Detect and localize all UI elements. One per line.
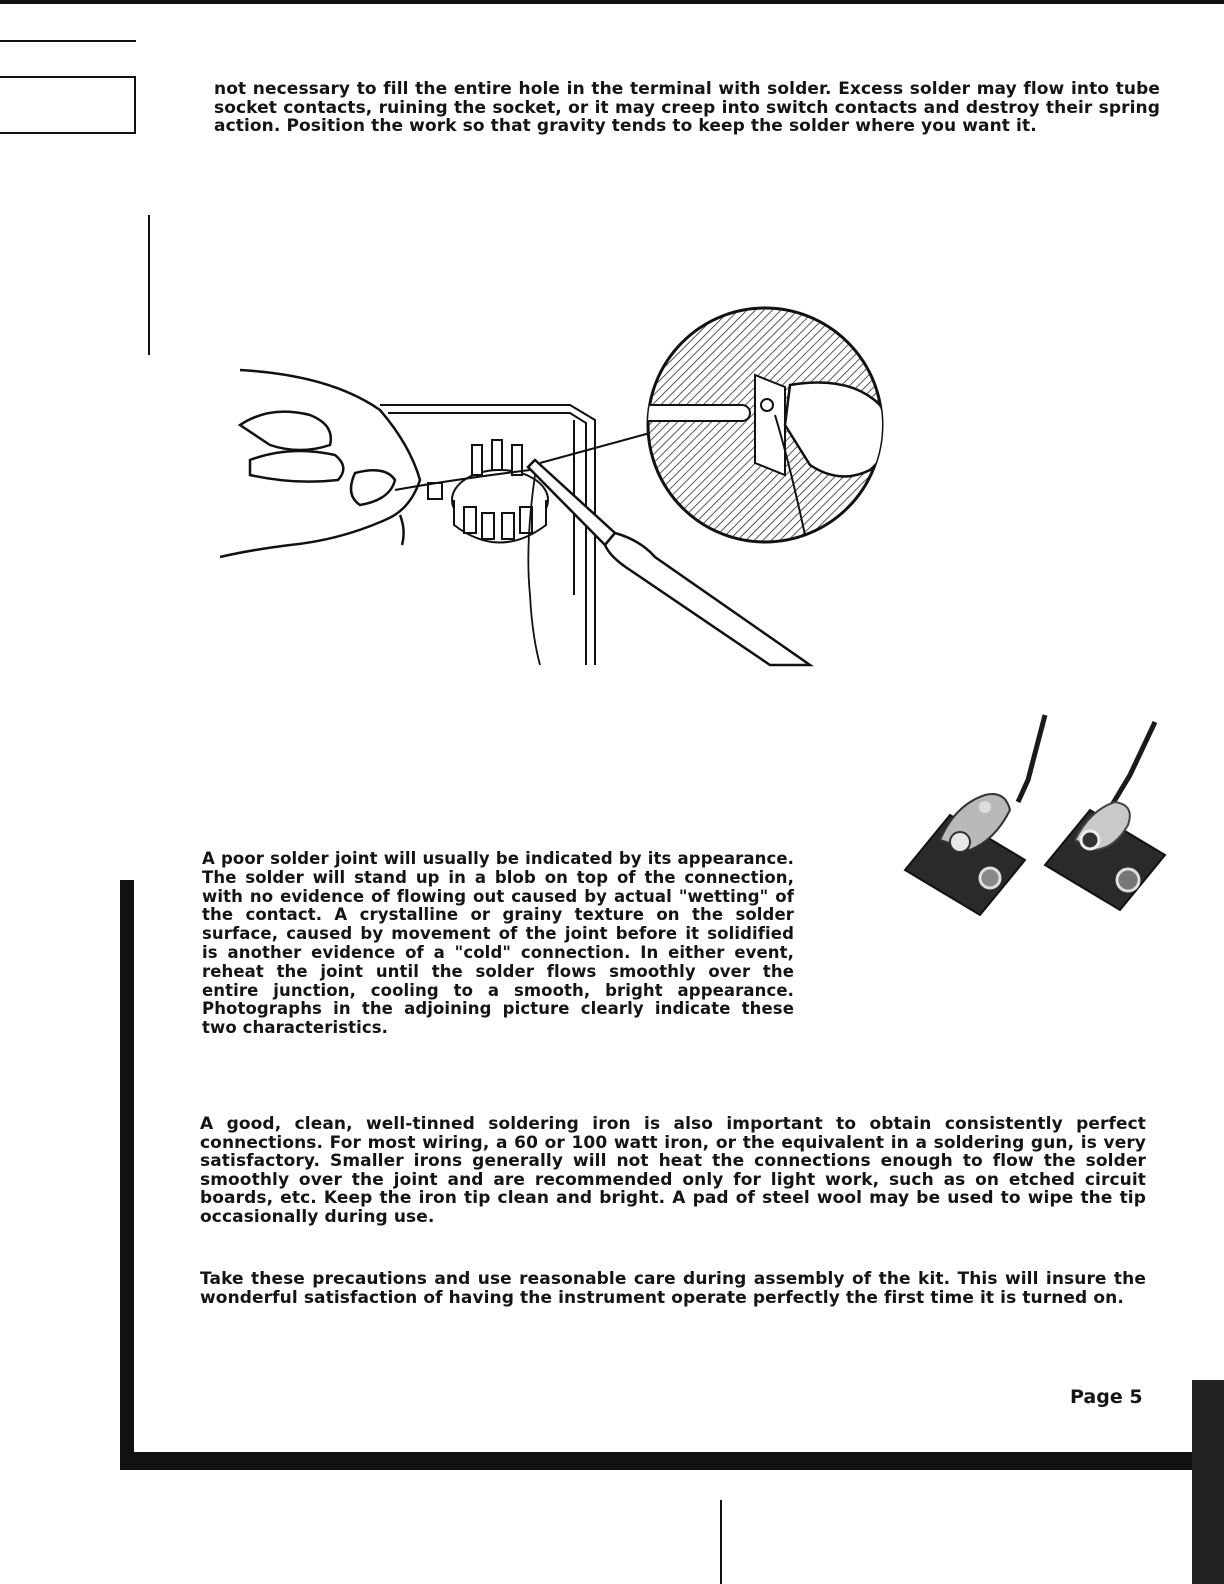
scan-edge-right-binding — [1192, 1380, 1224, 1584]
scan-edge-top — [0, 0, 1224, 4]
paragraph-solder-flow: not necessary to fill the entire hole in the terminal with solder. Excess solder may flow into tube socket contacts, ruining the socket, or it may creep into switch contacts and destroy their spring action. Position the work so that gravity tends to keep the solder where you want it. — [214, 79, 1160, 136]
paragraph-precautions: Take these precautions and use reasonable care during assembly of the kit. This will insure the wonderful satisfaction of having the instrument operate perfectly the first time it is turned on. — [200, 1269, 1146, 1308]
poor-and-good-solder-joint-photo-icon — [900, 710, 1180, 920]
paragraph-soldering-iron: A good, clean, well-tinned soldering iron is also important to obtain consistently perfect connections. For most wiring, a 60 or 100 watt iron, or the equivalent in a soldering gun, is very satisfactory. Smaller irons generally will not heat the connections enough to flow the solder smoothly over the joint and are recommended only for light work, such as on etched circuit boards, etc. Keep the iron tip clean and bright. A pad of steel wool may be used to wipe the tip occasionally during use. — [200, 1114, 1146, 1227]
scan-edge-left-box-bottom — [0, 132, 136, 134]
scan-edge-left-tab — [0, 40, 136, 42]
paragraph-poor-solder-joint: A poor solder joint will usually be indicated by its appearance. The solder will stand up in a blob on top of the connection, with no evidence of flowing out caused by actual "wetting" of the contact. A crystalline or grainy texture on the solder surface, caused by movement of the joint before it solidified is another evidence of a "cold" connection. In either event, reheat the joint until the solder flows smoothly over the entire junction, cooling to a smooth, bright appearance. Photographs in the adjoining picture clearly indicate these two characteristics. — [202, 849, 794, 1038]
scan-edge-bottom-fold — [720, 1500, 722, 1584]
hand-soldering-tube-socket-illustration-icon — [210, 295, 900, 675]
scan-edge-left-box — [0, 76, 136, 78]
page-number: Page 5 — [1070, 1386, 1143, 1408]
scan-edge-left-box-right — [134, 76, 136, 134]
scan-edge-left-spine — [148, 215, 150, 355]
scan-edge-left-binding — [120, 880, 134, 1460]
scan-edge-bottom — [120, 1452, 1224, 1470]
